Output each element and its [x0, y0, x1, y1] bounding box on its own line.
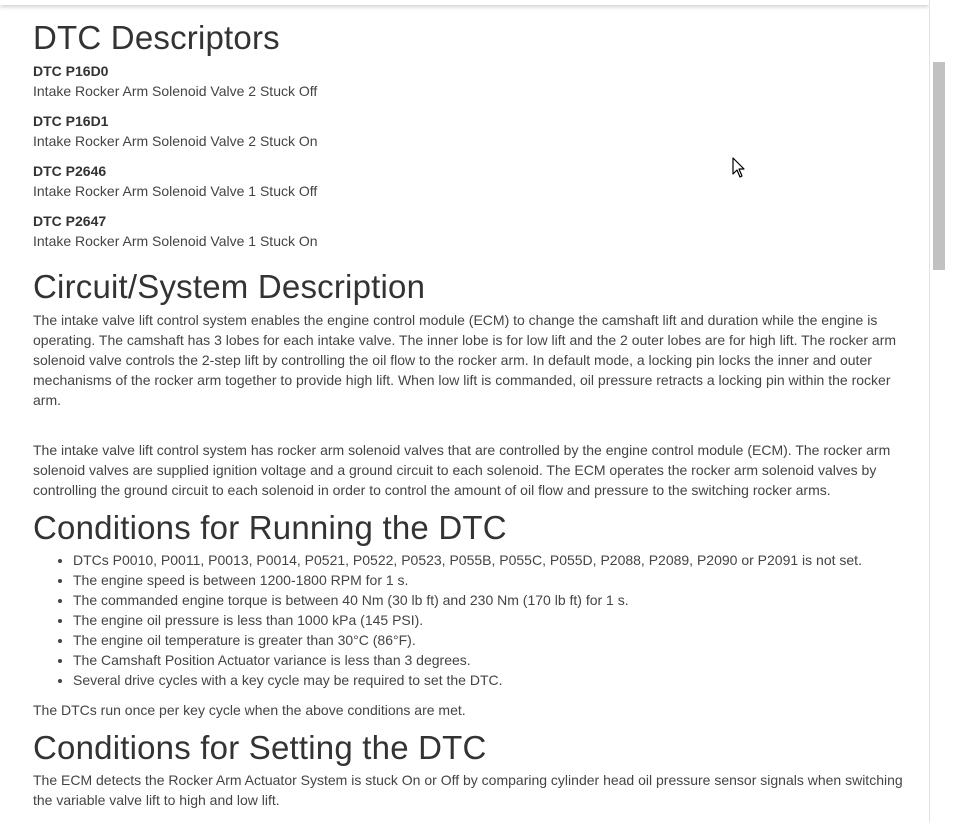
running-conditions-heading: Conditions for Running the DTC	[33, 509, 507, 546]
circuit-paragraph-2: The intake valve lift control system has rocker arm solenoid valves that are controlled by the engine control module (ECM). The rocker arm solenoid valves are supplied ignition voltage and a ground circuit to each solenoid. The ECM operates the rocker arm solenoid valves by controlling the ground circuit to each solenoid in order to control the amount of oil flow and pressure to the switching rocker arms.	[33, 442, 891, 498]
dtc-item	[33, 61, 918, 101]
setting-conditions-paragraph: The ECM detects the Rocker Arm Actuator System is stuck On or Off by comparing cylinder head oil pressure sensor signals when switching the variable valve lift to high and low lift.	[33, 772, 903, 808]
dtc-item	[33, 211, 918, 251]
list-item: • The Camshaft Position Actuator variance is less than 3 degrees.	[73, 650, 918, 670]
dtc-description: Intake Rocker Arm Solenoid Valve 2 Stuck On	[33, 133, 318, 149]
document-content	[33, 14, 918, 810]
circuit-system-section	[33, 265, 918, 500]
mouse-pointer-icon	[732, 157, 746, 184]
dtc-code: DTC P2647	[33, 213, 107, 229]
list-item: • The engine oil pressure is less than 1000 kPa (145 PSI).	[73, 610, 918, 630]
dtc-description: Intake Rocker Arm Solenoid Valve 2 Stuck Off	[33, 83, 318, 99]
list-item: • The commanded engine torque is between 40 Nm (30 lb ft) and 230 Nm (170 lb ft) for 1 s.	[73, 590, 918, 610]
running-conditions-list	[33, 550, 918, 690]
dtc-item	[33, 161, 918, 201]
dtc-descriptors-section	[33, 16, 918, 251]
scrollbar-thumb[interactable]	[933, 62, 945, 270]
dtc-description: Intake Rocker Arm Solenoid Valve 1 Stuck Off	[33, 183, 318, 199]
dtc-code: DTC P16D1	[33, 113, 109, 129]
dtc-code: DTC P2646	[33, 163, 107, 179]
top-header-strip	[0, 0, 929, 5]
dtc-item	[33, 111, 918, 151]
setting-conditions-heading: Conditions for Setting the DTC	[33, 729, 487, 766]
dtc-code: DTC P16D0	[33, 63, 109, 79]
list-item: • DTCs P0010, P0011, P0013, P0014, P0521, P0522, P0523, P055B, P055C, P055D, P2088, P2089, P2090 or P2091 is not set.	[73, 550, 918, 570]
circuit-system-heading: Circuit/System Description	[33, 268, 426, 305]
circuit-paragraph-1: The intake valve lift control system enables the engine control module (ECM) to change the camshaft lift and duration while the engine is operating. The camshaft has 3 lobes for each intake valve. The inner lobe is for low lift and the 2 outer lobes are for high lift. The rocker arm solenoid valve controls the 2-step lift by controlling the oil flow to the rocker arm. In default mode, a locking pin locks the inner and outer mechanisms of the rocker arm together to provide high lift. When low lift is commanded, oil pressure retracts a locking pin within the rocker arm.	[33, 312, 897, 408]
running-conditions-section	[33, 506, 918, 720]
list-item: • The engine speed is between 1200-1800 RPM for 1 s.	[73, 570, 918, 590]
vertical-scrollbar[interactable]	[929, 0, 955, 822]
dtc-description: Intake Rocker Arm Solenoid Valve 1 Stuck On	[33, 233, 318, 249]
setting-conditions-section	[33, 726, 918, 810]
list-item: • Several drive cycles with a key cycle may be required to set the DTC.	[73, 670, 918, 690]
running-conditions-footer: The DTCs run once per key cycle when the above conditions are met.	[33, 702, 466, 718]
list-item: • The engine oil temperature is greater than 30°C (86°F).	[73, 630, 918, 650]
dtc-descriptors-heading: DTC Descriptors	[33, 19, 280, 56]
